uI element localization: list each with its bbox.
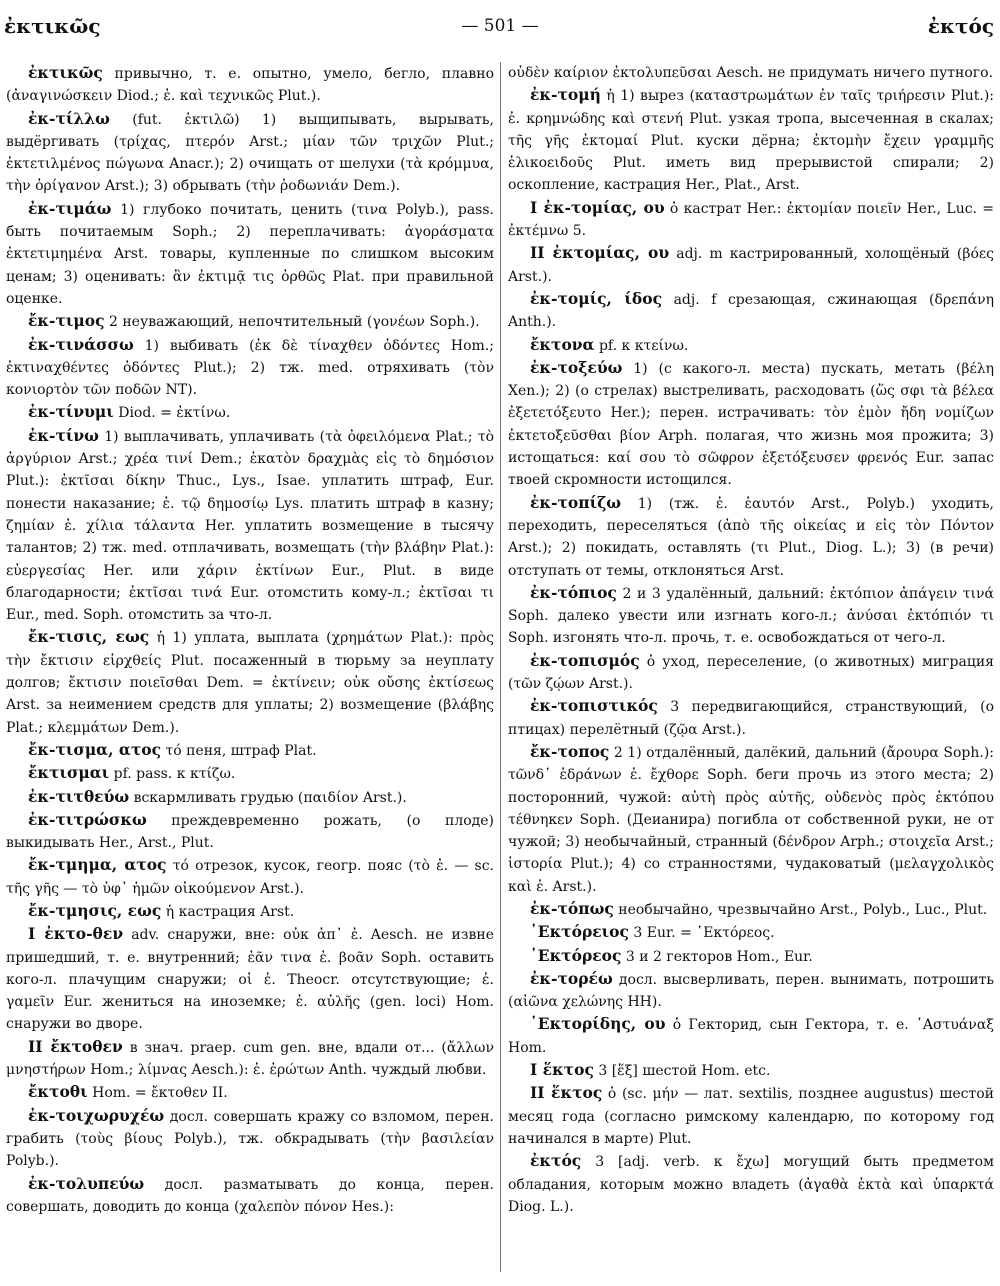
- entry-definition: adv. снаружи, вне: οὐκ ἀπ᾽ ἐ. Aesch. не извне пришедший, т. е. внутренний; ἐᾶν τινα ἐ. βοᾶν Soph. оставить кого-л. плачущим снаружи; οἱ ἐ. Theocr. отсутствующие; ἐ. γαμεῖν Eur. жениться на иноземке; ἐ. αὐλῆς (gen. loci) Hom. снаружи во дворе.: [6, 927, 495, 1033]
- entry-headword: ἐκ-τίνυμι: [28, 402, 114, 422]
- dictionary-entry: [508, 84, 994, 196]
- entry-headword: ἐκ-τορέω: [530, 968, 613, 988]
- entry-definition: ὁ кастрат Her.: ἐκτομίαν ποιεῖν Her., Luc. = ἐκτέμνω 5.: [508, 200, 995, 240]
- dictionary-entry: [508, 62, 994, 84]
- entry-definition: ἡ 1) вырез (καταστρωμάτων ἐν ταῖς τριήρεσιν Plut.): ἐ. κρημνώδης καὶ στενή Plut. узкая тропа, высеченная в скалах; τῆς γῆς ἐκτομαί Plut. куски дёрна; ἐκτομὴν ἔχειν γραμμῆς ἑλικοειδοῦς Plut. иметь вид прерывистой спирали; 2) оскопление, кастрация Her., Plat., Arst.: [508, 88, 995, 194]
- entry-headword: ἐκ-τολυπεύω: [28, 1173, 145, 1193]
- entry-definition: ἡ 1) уплата, выплата (χρημάτων Plat.): πρὸς τὴν ἔκτισιν εἱρχθείς Plut. посаженный в тюрьму за неуплату долгов; ἔκτισιν ποιεῖσθαι Dem. = ἐκτίνειν; οὐκ οὔσης ἐκτίσεως Arst. за неимением средств для уплаты; 2) возмещение (βλάβης Plat.; κλεμμάτων Dem.).: [6, 630, 494, 736]
- entry-headword: ἐκ-τομίς, ίδος: [530, 288, 663, 308]
- entry-headword: ἐκ-τομή: [530, 85, 601, 105]
- entry-headword: ἔκ-τισις, εως: [28, 627, 150, 647]
- entry-definition: Hom. = ἔκτοθεν II.: [92, 1085, 228, 1102]
- dictionary-entry: [508, 288, 994, 334]
- entry-headword: ἔκτονα: [530, 334, 595, 354]
- entry-definition: досл. высверливать, перен. вынимать, потрошить (αἰῶνα χελώνης HH).: [508, 971, 994, 1011]
- dictionary-entry: [508, 741, 994, 898]
- dictionary-entry: [6, 1173, 494, 1219]
- entry-definition: adj. m кастрированный, холощёный (βόες Arst.).: [508, 246, 995, 285]
- dictionary-entry: [508, 334, 994, 357]
- entry-definition: досл. совершать кражу со взломом, перен. грабить (τοὺς βίους Polyb.), тж. обкрадывать (τὴν βασιλείαν Polyb.).: [6, 1108, 494, 1170]
- dictionary-entry: [508, 242, 994, 288]
- entry-definition: adj. f срезающая, сжинающая (δρεπάνη Anth.).: [508, 291, 994, 331]
- left-column: [6, 62, 494, 1218]
- entry-definition: 3 и 2 гекторов Hom., Eur.: [625, 948, 813, 965]
- entry-definition: 3 [adj. verb. к ἔχω] могущий быть предметом обладания, которым можно владеть (ἀγαθὰ ἑκτὰ καὶ ὑπαρκτά Diog. L.).: [508, 1154, 994, 1215]
- entry-definition: в знач. praep. cum gen. вне, вдали от... (ἄλλων μνηστήρων Hom.; λίμνας Aesch.): ἐ. ἐρώτων Anth. чуждый любви.: [6, 1039, 494, 1079]
- entry-definition: необычайно, чрезвычайно Arst., Polyb., Luc., Plut.: [618, 901, 988, 918]
- entry-definition: ὁ уход, переселение, (о животных) миграция (τῶν ζῴων Arst.).: [508, 653, 994, 693]
- dictionary-entry: [508, 695, 994, 741]
- entry-headword: ἔκ-τοπος: [530, 741, 610, 761]
- dictionary-entry: [508, 968, 994, 1014]
- entry-headword: ἐκ-τόπιος: [530, 582, 617, 602]
- dictionary-entry: [6, 762, 494, 785]
- entry-headword: ἐκ-τοιχωρυχέω: [28, 1105, 165, 1125]
- entry-definition: οὐδὲν καίριον ἐκτολυπεῦσαι Aesch. не придумать ничего путного.: [508, 65, 994, 81]
- entry-headword: ἐκ-τόπως: [530, 898, 614, 918]
- dictionary-entry: [6, 923, 494, 1035]
- entry-headword: II ἕκτος: [530, 1083, 603, 1103]
- header-left-catchword: ἐκτικῶς: [4, 14, 101, 38]
- page-header: [0, 14, 1000, 44]
- entry-definition: 1) (тж. ἐ. ἑαυτόν Arst., Polyb.) уходить, переходить, переселяться (ἀπὸ τῆς οἰκείας и εἰς τὸν Πόντον Arst.); 2) покидать, оставлять (τι Plut., Diog. L.); 3) (в речи) отступать от темы, отклоняться Arst.: [508, 495, 994, 579]
- entry-definition: 1) глубоко почитать, ценить (τινα Polyb.), pass. быть почитаемым Soph.; 2) переплачивать: ἀγοράσματα ἐκτετιμημένα Arst. товары, купленные по слишком высоким ценам; 3) оценивать: ἂν ἐκτιμᾷ τις ὀρθῶς Plat. при правильной оценке.: [6, 201, 494, 307]
- entry-definition: τό отрезок, кусок, геогр. пояс (τὸ ἐ. — sc. τῆς γῆς — τὸ ὑφ᾽ ἡμῶν οἰκούμενον Arst.).: [6, 858, 494, 897]
- entry-definition: ὁ Гекторид, сын Гектора, т. е. ᾽Αστυάναξ Hom.: [508, 1017, 994, 1056]
- dictionary-entry: [6, 900, 494, 923]
- entry-definition: pf. pass. к κτίζω.: [113, 766, 236, 783]
- dictionary-entry: [6, 1105, 494, 1173]
- entry-definition: pf. к κτείνω.: [598, 337, 689, 354]
- dictionary-entry: [6, 809, 494, 855]
- entry-headword: ἔκ-τμησις, εως: [28, 900, 162, 920]
- entry-definition: 1) (с какого-л. места) пускать, метать (βέλη Xen.); 2) (о стрелах) выстреливать, расходовать (ὥς σφι τὰ βέλεα ἐξετετόξευτο Her.); перен. истрачивать: τὸν ἐμὸν ἤδη νομίζων ἐκτετοξεῦσθαι βίον Arph. полагая, что жизнь моя прожита; 3) истощаться: καί σου τὸ σῶφρον ἐξετόξευσεν φρενός Eur. запас твоей скромности истощился.: [508, 360, 994, 489]
- entry-headword: I ἕκτος: [530, 1060, 594, 1080]
- entry-headword: I ἐκτο-θεν: [28, 924, 124, 944]
- entry-headword: ἐκ-τιμάω: [28, 198, 112, 218]
- dictionary-entry: [6, 739, 494, 762]
- dictionary-entry: [6, 626, 494, 738]
- entry-headword: ἐκ-τοπίζω: [530, 492, 622, 512]
- entry-headword: ἐκ-τινάσσω: [28, 334, 134, 354]
- entry-headword: ἔκτισμαι: [28, 763, 110, 783]
- entry-definition: Diod. = ἐκτίνω.: [118, 405, 231, 422]
- entry-headword: I ἐκ-τομίας, ου: [530, 197, 665, 217]
- entry-definition: досл. разматывать до конца, перен. совершать, доводить до конца (χαλεπὸν πόνον Hes.):: [6, 1176, 495, 1215]
- entry-definition: 2 неуважающий, непочтительный (γονέων Soph.).: [108, 314, 480, 331]
- entry-headword: ἐκ-τοπισμός: [530, 650, 640, 670]
- header-right-catchword: ἐκτός: [927, 14, 994, 38]
- dictionary-entry: [6, 401, 494, 424]
- dictionary-entry: [508, 492, 994, 582]
- entry-definition: τό пеня, штраф Plat.: [165, 742, 317, 759]
- entry-definition: 3 Eur. = ῾Εκτόρεος.: [633, 925, 775, 942]
- entry-definition: 3 [ἕξ] шестой Hom. etc.: [598, 1063, 771, 1080]
- entry-headword: ῾Εκτόρειος: [530, 922, 629, 942]
- entry-headword: ἔκ-τμημα, ατος: [28, 855, 167, 875]
- entry-definition: 1) выплачивать, уплачивать (τὰ ὀφειλόμενα Plat.; τὸ ἀργύριον Arst.; χρέα τινί Dem.; ἑκατὸν δραχμὰς εἰς τὸ δημόσιον Plut.): ἐκτῖσαι δίκην Thuc., Lys., Isae. уплатить штраф, Eur. понести наказание; ἐ. τῷ δημοσίῳ Lys. платить штраф в казну; ζημίαν ἐ. χίλια τάλαντα Her. уплатить возмещение в тысячу талантов; 2) тж. med. отплачивать, возмещать (τὴν βλάβην Plat.): εὐεργεσίας Her. или χάριν ἐκτίνων Eur., Plut. в виде благодарности; ἐκτῖσαι τινά Eur. отомстить кому-л.; ἐκτῖσαι τι Eur., med. Soph. отомстить за что-л.: [6, 428, 494, 624]
- entry-definition: привычно, т. е. опытно, умело, бегло, плавно (ἀναγινώσκειν Diod.; ἐ. καὶ τεχνικῶς Plut.).: [6, 66, 495, 105]
- entry-definition: ὁ (sc. μήν — лат. sextilis, позднее augustus) шестой месяц года (согласно римскому календарю, по которому год начинался в марте) Plut.: [508, 1086, 994, 1147]
- dictionary-entry: [508, 650, 994, 696]
- dictionary-entry: [6, 334, 494, 402]
- entry-headword: ῾Εκτορίδης, ου: [530, 1014, 666, 1034]
- entry-definition: ἡ кастрация Arst.: [165, 903, 295, 920]
- entry-headword: ἔκ-τιμος: [28, 311, 105, 331]
- dictionary-entry: [508, 357, 994, 492]
- dictionary-entry: [6, 310, 494, 333]
- dictionary-entry: [508, 1150, 994, 1218]
- entry-headword: ἐκ-τίνω: [28, 425, 99, 445]
- entry-definition: 2 и 3 удалённый, дальний: ἐκτόπιον ἀπάγειν τινά Soph. далеко увести или изгнать кого-л.; ἀνύσαι ἐκτόπιόν τι Soph. изгонять что-л. прочь, т. е. освобождаться от чего-л.: [508, 585, 995, 647]
- dictionary-entry: [6, 198, 494, 310]
- dictionary-entry: [508, 197, 994, 243]
- dictionary-entry: [508, 898, 994, 921]
- entry-headword: ἐκ-τίλλω: [28, 108, 110, 128]
- entry-headword: ἐκτικῶς: [28, 63, 103, 82]
- entry-definition: 3 передвигающийся, странствующий, (о птицах) перелётный (ζῷα Arst.).: [508, 699, 994, 738]
- dictionary-entry: [508, 582, 994, 650]
- entry-headword: II ἔκτοθεν: [28, 1036, 123, 1056]
- dictionary-entry: [508, 1059, 994, 1082]
- entry-definition: вскармливать грудью (παιδίον Arst.).: [133, 789, 407, 806]
- dictionary-entry: [508, 1013, 994, 1059]
- entry-definition: (fut. ἐκτιλῶ) 1) выщипывать, вырывать, выдёргивать (τρίχας, πτερόν Arst.; μίαν τῶν τριχῶν Plut.; ἐκτετιλμένος πώγωνα Anacr.); 2) очищать от шелухи (τὰ κρόμμυα, τὴν ὀρίγανον Arst.); 3) обрывать (τὴν ῥοδωνιάν Dem.).: [6, 111, 494, 195]
- page-number: — 501 —: [461, 16, 539, 36]
- right-column: [508, 62, 994, 1218]
- entry-headword: ἐκ-τιτρώσκω: [28, 809, 147, 829]
- entry-definition: 1) выбивать (ἐκ δὲ τίναχθεν ὀδόντες Hom.; ἐκτιναχθέντες ὀδόντες Plut.); 2) тж. med. отряхивать (τὸν κονιορτὸν τῶν ποδῶν NT).: [6, 337, 494, 399]
- dictionary-entry: [508, 1082, 994, 1150]
- entry-definition: 2 1) отдалённый, далёкий, дальний (ἄρουρα Soph.): τῶνδ᾽ ἑδράνων ἐ. ἔχθορε Soph. беги прочь из этого места; 2) посторонний, чужой: αὐτὴ πρὸς αὑτῆς, οὐδενὸς πρὸς ἐκτόπου τέθνηκεν Soph. (Деианира) погибла от собственной руки, не от чужой; 3) необычайный, странный (δένδρον Arph.; στοιχεῖα Arst.; ἱστορία Plut.); 4) со странностями, чудаковатый (μελαγχολικὸς καὶ ἐ. Arst.).: [508, 744, 995, 895]
- entry-headword: ἔκτοθι: [28, 1082, 88, 1102]
- dictionary-entry: [6, 62, 494, 108]
- dictionary-entry: [6, 854, 494, 900]
- entry-headword: ἔκ-τισμα, ατος: [28, 739, 162, 759]
- dictionary-entry: [6, 786, 494, 809]
- dictionary-entry: [508, 945, 994, 968]
- dictionary-entry: [6, 1081, 494, 1104]
- entry-headword: ἐκ-τοξεύω: [530, 357, 623, 377]
- entry-headword: ἐκ-τιτθεύω: [28, 786, 130, 806]
- entry-headword: ἐκτός: [530, 1151, 582, 1171]
- dictionary-entry: [6, 1036, 494, 1082]
- column-divider: [500, 62, 501, 1272]
- entry-headword: ῾Εκτόρεος: [530, 945, 622, 965]
- entry-headword: ἐκ-τοπιστικός: [530, 696, 658, 716]
- entry-definition: преждевременно рожать, (о плоде) выкидывать Her., Arst., Plut.: [6, 812, 495, 852]
- dictionary-entry: [6, 108, 494, 198]
- entry-headword: II ἐκτομίας, ου: [530, 243, 670, 263]
- dictionary-entry: [6, 425, 494, 627]
- dictionary-entry: [508, 921, 994, 944]
